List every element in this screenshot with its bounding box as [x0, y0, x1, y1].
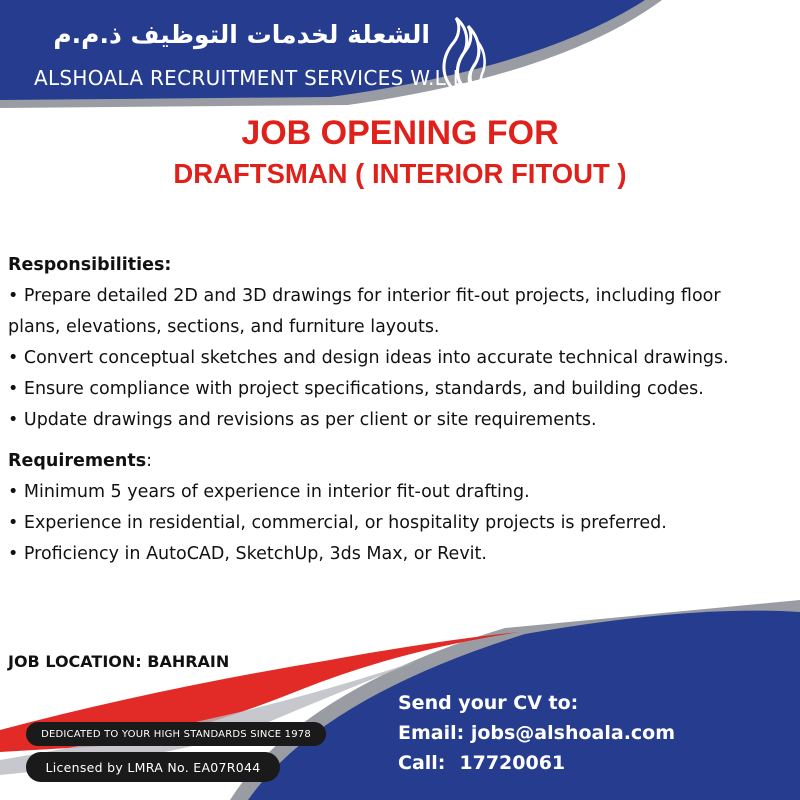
requirements-heading-row: [8, 446, 798, 477]
requirement-line: • Experience in residential, commercial, or hospitality projects is preferred.: [8, 513, 667, 533]
job-title-heading: JOB OPENING FOR: [241, 114, 559, 152]
requirement-line: • Minimum 5 years of experience in interior fit-out drafting.: [8, 482, 530, 502]
company-name-english: ALSHOALA RECRUITMENT SERVICES W.L.L: [34, 66, 465, 90]
contact-email[interactable]: Email: jobs@alshoala.com: [398, 722, 676, 744]
license-badge: Licensed by LMRA No. EA07R044: [26, 752, 280, 782]
responsibilities-heading: Responsibilities:: [8, 255, 172, 275]
job-description: [8, 250, 798, 570]
contact-phone[interactable]: [398, 752, 565, 774]
job-location: JOB LOCATION: BAHRAIN: [8, 652, 230, 671]
tagline-badge: DEDICATED TO YOUR HIGH STANDARDS SINCE 1978: [26, 722, 326, 746]
responsibility-line: plans, elevations, sections, and furniture layouts.: [8, 317, 440, 337]
responsibility-line: • Update drawings and revisions as per client or site requirements.: [8, 410, 597, 430]
requirements-heading-colon: :: [146, 451, 153, 471]
responsibility-line: • Ensure compliance with project specifications, standards, and building codes.: [8, 379, 704, 399]
cv-label: Send your CV to:: [398, 692, 579, 714]
job-position-title: DRAFTSMAN ( INTERIOR FITOUT ): [173, 158, 627, 189]
company-name-arabic: الشعلة لخدمات التوظيف ذ.م.م: [53, 20, 430, 49]
call-number[interactable]: 17720061: [459, 752, 566, 774]
call-label: Call:: [398, 752, 446, 774]
requirement-line: • Proficiency in AutoCAD, SketchUp, 3ds Max, or Revit.: [8, 544, 487, 564]
responsibility-line: • Convert conceptual sketches and design ideas into accurate technical drawings.: [8, 348, 729, 368]
responsibility-line: • Prepare detailed 2D and 3D drawings for interior fit-out projects, including floor: [8, 286, 721, 306]
requirements-heading: Requirements: [8, 451, 147, 471]
flame-logo-icon: [438, 16, 486, 90]
